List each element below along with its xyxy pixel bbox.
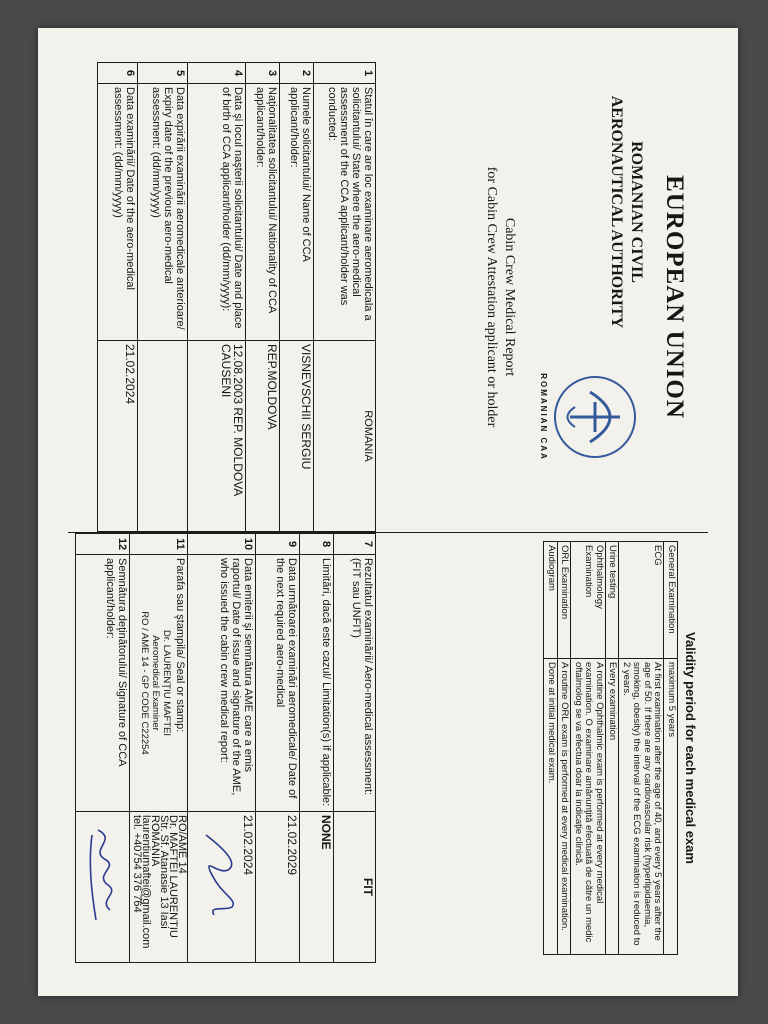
validity-table — [544, 541, 679, 955]
report-title-block — [482, 62, 518, 532]
row-label: Data următoarei examinări aeromedicale/ Date of the next required aero-medical — [256, 555, 300, 812]
row-label: Statul în care are loc examinare aeromedicala a solicitantului/ State where the aero-medical assessment of the CCA applicant/holder was conducted: — [314, 84, 376, 341]
table-row — [571, 542, 606, 955]
row-value: NONE — [300, 812, 334, 963]
row-number: 5 — [138, 63, 188, 84]
table-row — [558, 542, 572, 955]
ame-seal — [139, 558, 174, 808]
table-row — [138, 63, 188, 532]
row-label: Numele solicitantului/ Name of CCA applicant/holder: — [280, 84, 314, 341]
stamp-line1: RO/AME 14 — [176, 815, 188, 874]
row-number: 10 — [188, 534, 256, 555]
table-row — [188, 63, 246, 532]
row-label: Data emiterii şi semnătura AME care a emis raportul/ Date of issue and signature of the AME, who issued the cabin crew medical report: — [188, 555, 256, 812]
row-value: FIT — [334, 812, 376, 963]
exam-period: Done at initial medical exam. — [544, 659, 558, 955]
authority-line2: AERONAUTICAL AUTHORITY — [608, 95, 625, 329]
stamp-line2: Dr. MAFTEI LAURENTIU — [167, 815, 179, 938]
seal-line1: Dr. LAURENŢIU MAFTEI — [161, 629, 172, 737]
row-number: 3 — [246, 63, 280, 84]
row-number: 9 — [256, 534, 300, 555]
exam-period: maximum 5 years — [664, 659, 678, 955]
document-sheet — [38, 28, 738, 996]
row-label: Rezultatul examinării/ Aero-medical assessment: (FIT sau UNFIT) — [334, 555, 376, 812]
report-subtitle: for Cabin Crew Attestation applicant or holder — [484, 166, 499, 428]
exam-name: ECG — [619, 542, 664, 659]
table-row — [98, 63, 138, 532]
seal-cell — [130, 555, 188, 812]
row-value: 12.08.2003 REP. MOLDOVA CAUSENI — [188, 341, 246, 532]
report-title: Cabin Crew Medical Report — [502, 217, 517, 377]
row-value: VISNEVSCHII SERGIU — [280, 341, 314, 532]
table-row — [606, 542, 620, 955]
issue-date-cell — [188, 812, 256, 963]
row-label: Data examinării/ Date of the aero-medical assessment: (dd/mm/yyyy) — [98, 84, 138, 341]
exam-period: A routine Ophthalmic exam is performed at every medical examination. O examinare amănunţită efectuată de către un medic oftalmolog se va efectua doar la indicaţie clinică. — [571, 659, 606, 955]
row-label: Semnătura deţinătorului/ Signature of CCA applicant/holder: — [76, 555, 130, 812]
report-header — [378, 62, 708, 532]
table-row — [664, 542, 678, 955]
eu-heading: EUROPEAN UNION — [661, 175, 688, 419]
logo-caption: ROMANIAN CAA — [539, 373, 548, 461]
exam-name: Audiogram — [544, 542, 558, 659]
exam-period: At first examination after the age of 40, and every 5 years after the age of 50. If there are any cardiovascular risk (hyperlipidaemia, smoking, obesity) the interval of the ECG examination is reduced to 2 years. — [619, 659, 664, 955]
exam-name: Urine testing — [606, 542, 620, 659]
seal-line2: Aeromedical Examiner — [150, 635, 161, 731]
row-number: 12 — [76, 534, 130, 555]
authority-name — [606, 62, 646, 362]
table-row — [246, 63, 280, 532]
authority-line1: ROMANIAN CIVIL — [628, 141, 645, 283]
table-row — [130, 534, 188, 963]
row-label: Naţionalitatea solicitantului/ Nationality of CCA applicant/holder: — [246, 84, 280, 341]
rotated-report — [68, 62, 708, 962]
holder-signature-cell — [76, 812, 130, 963]
row-number: 6 — [98, 63, 138, 84]
exam-name: General Examination — [664, 542, 678, 659]
assessment-table — [75, 533, 376, 963]
exam-period: Every examination — [606, 659, 620, 955]
table-row — [280, 63, 314, 532]
row-label: Data expirării examinării aeromedicale anterioare/ Expiry date of the previous aero-medical assessment: (dd/mm/yyyy) — [138, 84, 188, 341]
applicant-table — [97, 62, 376, 532]
row-number: 7 — [334, 534, 376, 555]
stamp-line4: laurentiumaftei@gmail.com — [140, 815, 152, 949]
stamp-line5: tel. +40754 376 764 — [131, 815, 143, 913]
table-row — [314, 63, 376, 532]
table-row — [544, 542, 558, 955]
row-number: 8 — [300, 534, 334, 555]
table-row — [619, 542, 664, 955]
validity-title: Validity period for each medical exam — [683, 632, 698, 864]
holder-signature — [80, 815, 128, 935]
table-row — [76, 534, 130, 963]
row-label: Data şi locul naşterii solicitantului/ Date and place of birth of CCA applicant/holder (dd/mm/yyyy): — [188, 84, 246, 341]
row-value: 21.02.2024 — [241, 815, 255, 876]
right-panel — [68, 532, 708, 963]
romanian-caa-logo — [540, 362, 650, 472]
exam-name: Ophthalmology Examination — [571, 542, 606, 659]
table-row — [188, 534, 256, 963]
seal-line3: RO / AME 14 - GP CODE C22254 — [139, 611, 150, 755]
row-label: Parafa sau ştampila/ Seal or stamp: — [174, 558, 186, 733]
row-number: 4 — [188, 63, 246, 84]
stamp-line3: Str. Sf. Atanasie 13 Iasi ROMANIA — [149, 815, 170, 929]
row-label: Limitări, dacă este cazul/ Limitation(s) if applicable: — [300, 555, 334, 812]
row-value — [138, 341, 188, 532]
row-value: 21.02.2024 — [98, 341, 138, 532]
row-number: 1 — [314, 63, 376, 84]
ame-stamp — [130, 812, 188, 963]
row-value: 21.02.2029 — [256, 812, 300, 963]
exam-name: ORL Examination — [558, 542, 572, 659]
row-value: ROMANIA — [314, 341, 376, 532]
row-value: REP.MOLDOVA — [246, 341, 280, 532]
table-row — [300, 534, 334, 963]
exam-period: A routine ORL exam is performed at every medical examination. — [558, 659, 572, 955]
row-number: 2 — [280, 63, 314, 84]
row-number: 11 — [130, 534, 188, 555]
table-row — [334, 534, 376, 963]
left-panel — [68, 62, 708, 532]
ame-signature — [198, 815, 242, 935]
table-row — [256, 534, 300, 963]
